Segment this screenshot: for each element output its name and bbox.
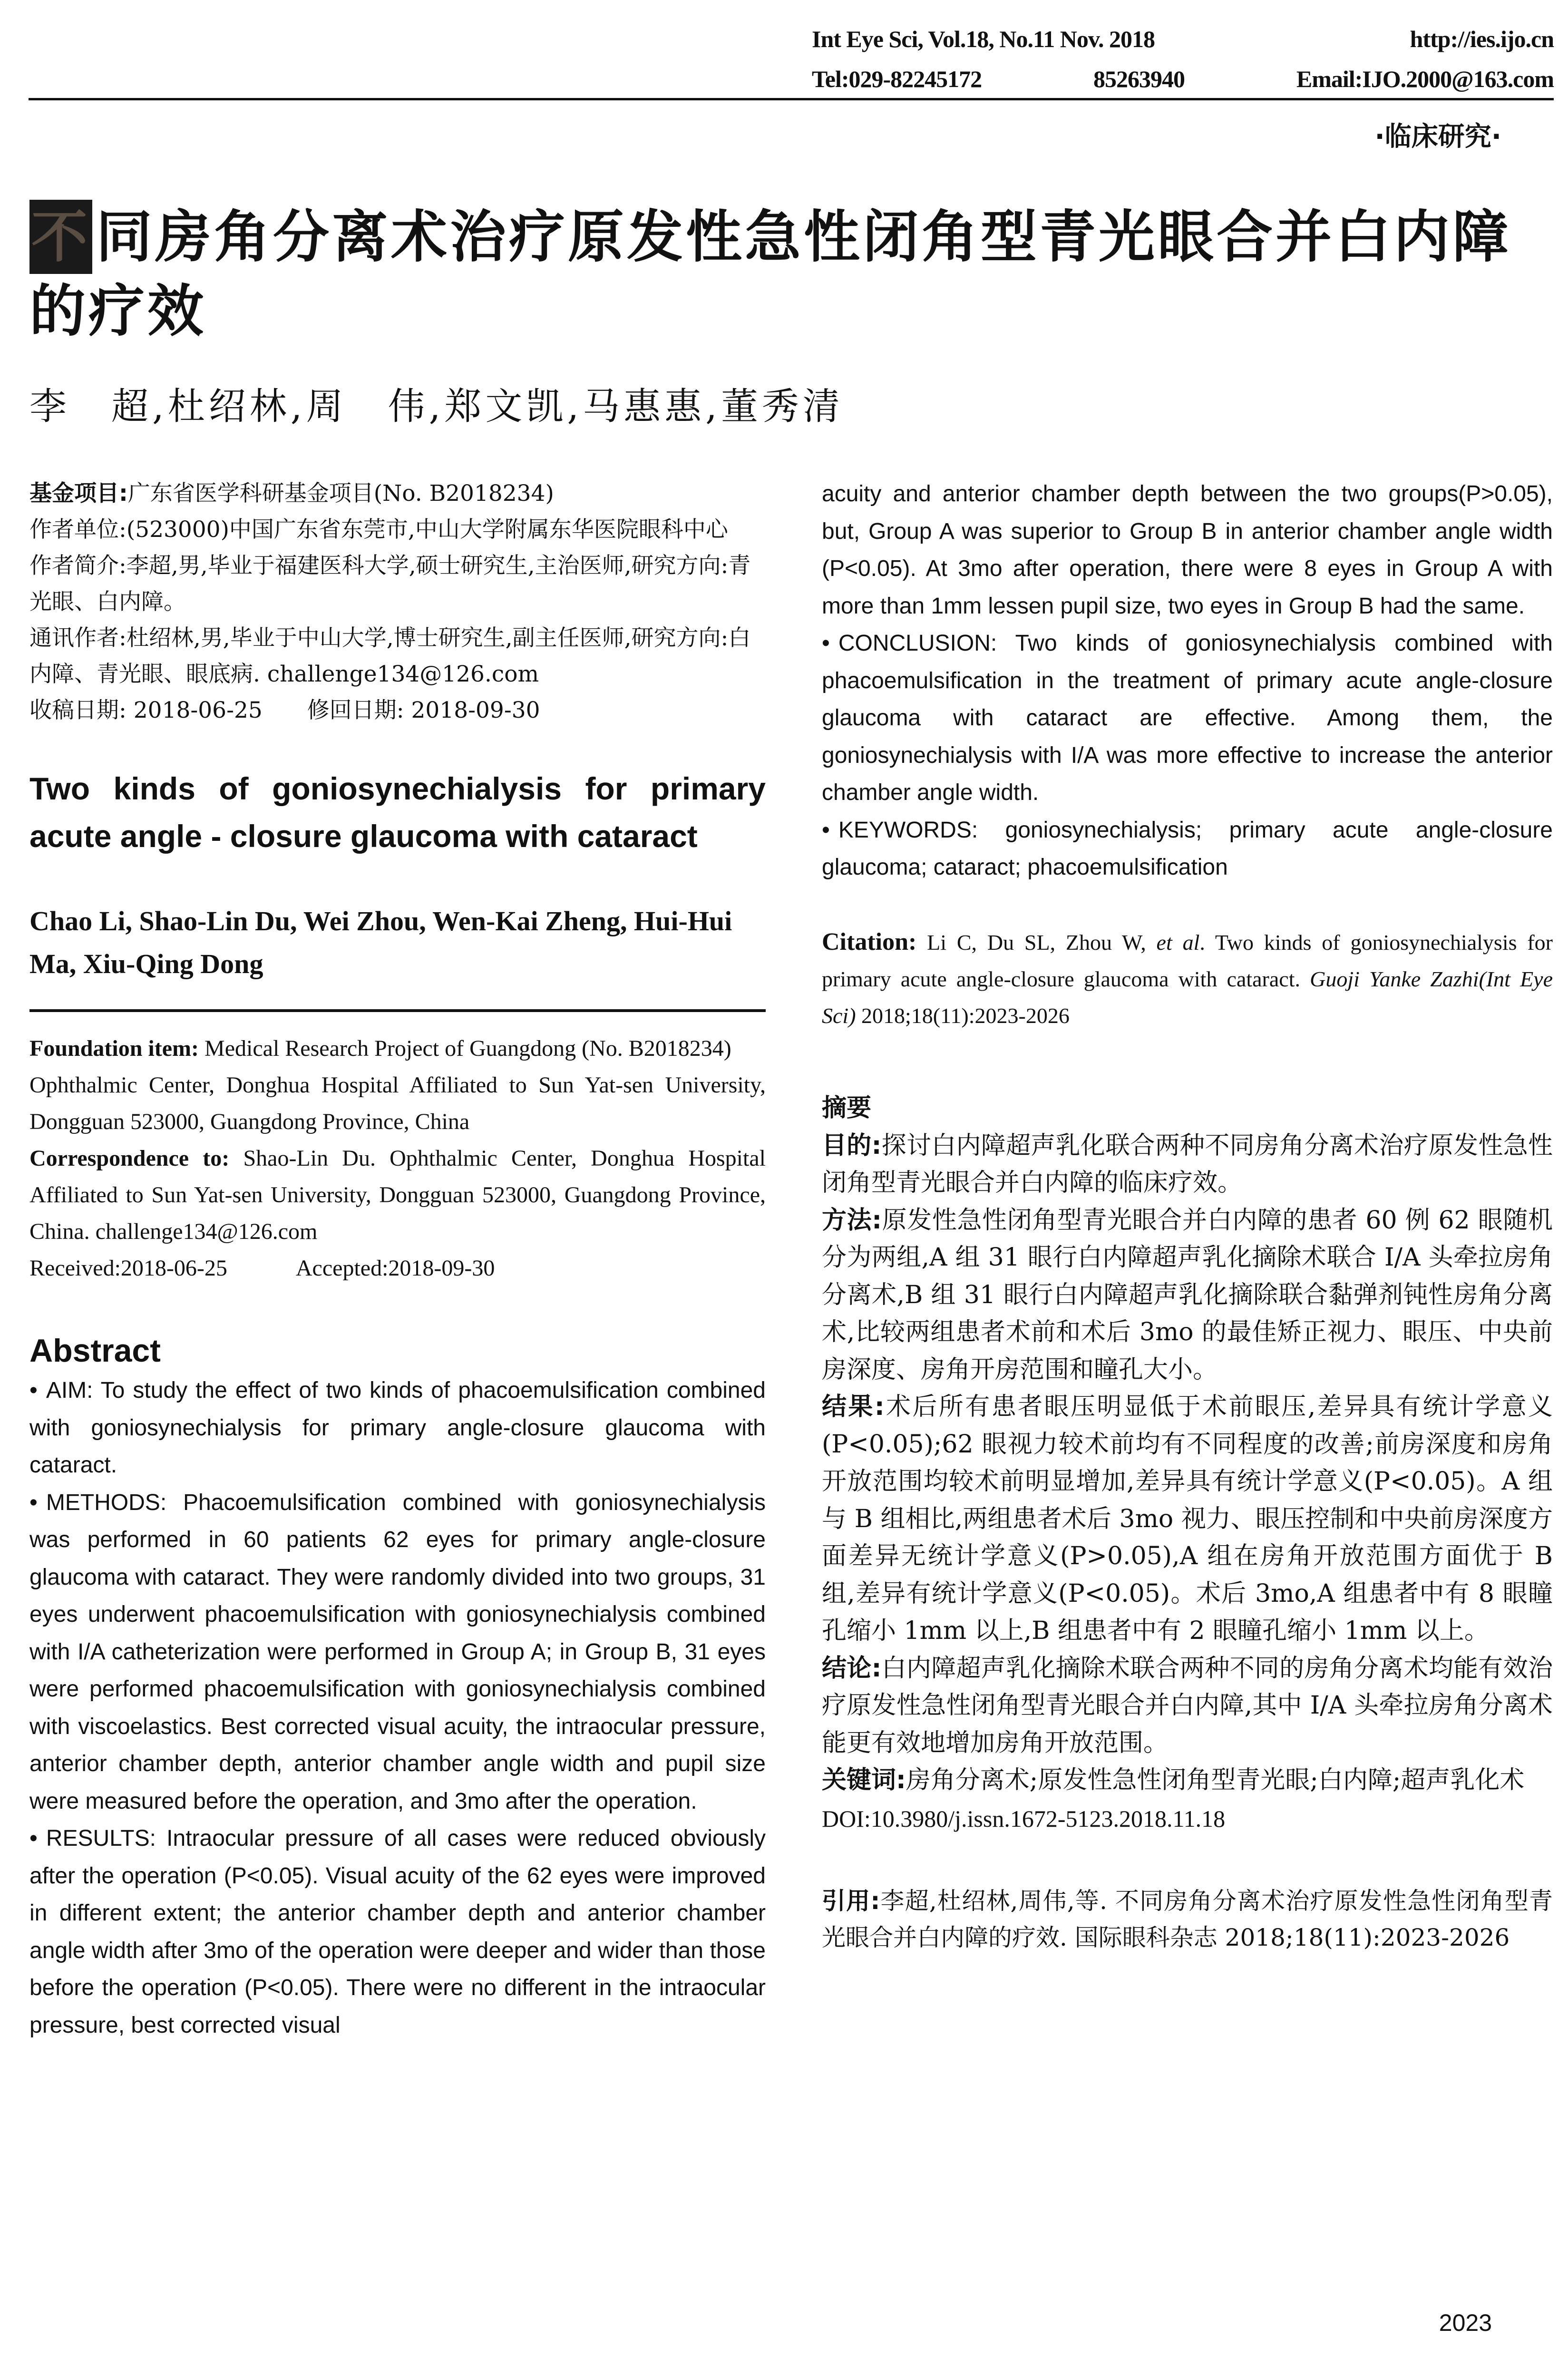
cn-dates: 收稿日期: 2018-06-25 修回日期: 2018-09-30	[29, 697, 540, 723]
bullet-icon: •	[822, 817, 830, 843]
abstract-cn-aim: 目的:探讨白内障超声乳化联合两种不同房角分离术治疗原发性急性闭角型青光眼合并白内障的临床疗效。	[822, 1131, 1553, 1197]
header-divider	[29, 98, 1554, 100]
journal-email[interactable]: Email:IJO.2000@163.com	[1296, 66, 1554, 92]
left-column	[29, 476, 766, 2044]
en-correspondence: Correspondence to: Shao-Lin Du. Ophthalmic Center, Donghua Hospital Affiliated to Sun Yat-sen University, Dongguan 523000, Guangdong Province, China. challenge134@126.com	[29, 1146, 766, 1244]
abstract-cn-results: 结果:术后所有患者眼压明显低于术前眼压,差异具有统计学意义(P<0.05);62 眼视力较术前均有不同程度的改善;前房深度和房角开放范围均较术前明显增加,差异具有统计学意义(P<0.05)。A 组与 B 组相比,两组患者术后 3mo 视力、眼压控制和中央前房深度方面差异无统计学意义(P>0.05),A 组在房角开放范围方面优于 B 组,差异有统计学意义(P<0.05)。术后 3mo,A 组患者中有 8 眼瞳孔缩小 1mm 以上,B 组患者中有 2 眼瞳孔缩小 1mm 以上。	[822, 1393, 1553, 1645]
bullet-icon: •	[29, 1826, 38, 1851]
abstract-heading: Abstract	[29, 1333, 161, 1369]
abstract-results-continued: acuity and anterior chamber depth between the two groups(P>0.05), but, Group A was superior to Group B in anterior chamber angle width (P<0.05). At 3mo after operation, there were 8 eyes in Group A with more than 1mm lessen pupil size, two eyes in Group B had the same.	[822, 481, 1553, 619]
page-number: 2023	[1439, 2309, 1492, 2336]
abstract-cn-heading: 摘要	[822, 1093, 872, 1122]
cn-corresponding-author: 通讯作者:杜绍林,男,毕业于中山大学,博士研究生,副主任医师,研究方向:白内障、青光眼、眼底病. challenge134@126.com	[29, 625, 751, 687]
running-header	[812, 19, 1554, 99]
citation-cn: 引用:李超,杜绍林,周伟,等. 不同房角分离术治疗原发性急性闭角型青光眼合并白内障的疗效. 国际眼科杂志 2018;18(11):2023-2026	[822, 1887, 1553, 1951]
author-divider	[29, 1009, 766, 1012]
article-title-en: Two kinds of goniosynechialysis for primary acute angle - closure glaucoma with cataract	[29, 771, 766, 854]
authors-cn: 李 超,杜绍林,周 伟,郑文凯,马惠惠,董秀清	[29, 385, 844, 428]
en-metadata	[29, 1030, 766, 1286]
authors-en: Chao Li, Shao-Lin Du, Wei Zhou, Wen-Kai Zheng, Hui-Hui Ma, Xiu-Qing Dong	[29, 906, 732, 979]
title-dropcap: 不	[29, 200, 92, 274]
abstract-cn-conclusion: 结论:白内障超声乳化摘除术联合两种不同的房角分离术均能有效治疗原发性急性闭角型青光眼合并白内障,其中 I/A 头牵拉房角分离术能更有效地增加房角开放范围。	[822, 1654, 1553, 1757]
cn-metadata	[29, 476, 766, 729]
cn-author-bio: 作者简介:李超,男,毕业于福建医科大学,硕士研究生,主治医师,研究方向:青光眼、白内障。	[29, 553, 751, 615]
section-label: ·临床研究·	[1374, 121, 1501, 152]
en-affiliation: Ophthalmic Center, Donghua Hospital Affiliated to Sun Yat-sen University, Dongguan 523000, Guangdong Province, China	[29, 1072, 766, 1134]
bullet-icon: •	[29, 1378, 38, 1403]
abstract-keywords: • KEYWORDS: goniosynechialysis; primary acute angle-closure glaucoma; cataract; phacoemulsification	[822, 817, 1553, 880]
article-title-cn	[29, 200, 1551, 348]
abstract-cn	[822, 1089, 1553, 1838]
abstract-conclusion: • CONCLUSION: Two kinds of goniosynechialysis combined with phacoemulsification in the treatment of primary acute angle-closure glaucoma with cataract are effective. Among them, the goniosynechialysis with I/A was more effective to increase the anterior chamber angle width.	[822, 631, 1553, 805]
abstract-results: • RESULTS: Intraocular pressure of all cases were reduced obviously after the operation (P<0.05). Visual acuity of the 62 eyes were improved in different extent; the anterior chamber depth and anterior chamber angle width after 3mo of the operation were deeper and wider than those before the operation (P<0.05). There were no different in the intraocular pressure, best corrected visual	[29, 1826, 766, 2038]
right-column	[822, 476, 1553, 1956]
journal-tel: Tel:029-82245172	[812, 66, 982, 92]
title-text: 同房角分离术治疗原发性急性闭角型青光眼合并白内障的疗效	[29, 204, 1512, 344]
journal-url[interactable]: http://ies.ijo.cn	[1410, 26, 1554, 52]
bullet-icon: •	[822, 631, 830, 656]
doi[interactable]: DOI:10.3980/j.issn.1672-5123.2018.11.18	[822, 1805, 1226, 1832]
citation-en: Citation: Li C, Du SL, Zhou W, et al. Two kinds of goniosynechialysis for primary acute angle-closure glaucoma with cataract. Guoji Yanke Zazhi(Int Eye Sci) 2018;18(11):2023-2026	[822, 928, 1553, 1028]
abstract-aim: • AIM: To study the effect of two kinds of phacoemulsification combined with goniosynechialysis for primary angle-closure glaucoma with cataract.	[29, 1378, 766, 1478]
abstract-methods: • METHODS: Phacoemulsification combined with goniosynechialysis was performed in 60 patients 62 eyes for primary angle-closure glaucoma with cataract. They were randomly divided into two groups, 31 eyes underwent phacoemulsification with goniosynechialysis combined with I/A catheterization were performed in Group A; in Group B, 31 eyes were performed phacoemulsification with goniosynechialysis combined with viscoelastics. Best corrected visual acuity, the intraocular pressure, anterior chamber depth, anterior chamber angle width and pupil size were measured before the operation, and 3mo after the operation.	[29, 1490, 766, 1814]
cn-funding: 基金项目:广东省医学科研基金项目(No. B2018234)	[29, 480, 554, 507]
cn-affiliation: 作者单位:(523000)中国广东省东莞市,中山大学附属东华医院眼科中心	[29, 516, 728, 543]
bullet-icon: •	[29, 1490, 38, 1515]
abstract-en-left	[29, 1372, 766, 2044]
journal-issue: Int Eye Sci, Vol.18, No.11 Nov. 2018	[812, 26, 1155, 52]
abstract-cn-keywords: 关键词:房角分离术;原发性急性闭角型青光眼;白内障;超声乳化术	[822, 1766, 1525, 1794]
en-dates: Received:2018-06-25 Accepted:2018-09-30	[29, 1256, 495, 1281]
abstract-cn-methods: 方法:原发性急性闭角型青光眼合并白内障的患者 60 例 62 眼随机分为两组,A 组 31 眼行白内障超声乳化摘除术联合 I/A 头牵拉房角分离术,B 组 31 眼行白内障超声乳化摘除联合黏弹剂钝性房角分离术,比较两组患者术前和术后 3mo 的最佳矫正视力、眼压、中央前房深度、房角开房范围和瞳孔大小。	[822, 1206, 1553, 1384]
en-foundation: Foundation item: Medical Research Project of Guangdong (No. B2018234)	[29, 1036, 731, 1061]
abstract-en-right	[822, 476, 1553, 887]
journal-tel-2: 85263940	[1093, 66, 1185, 92]
